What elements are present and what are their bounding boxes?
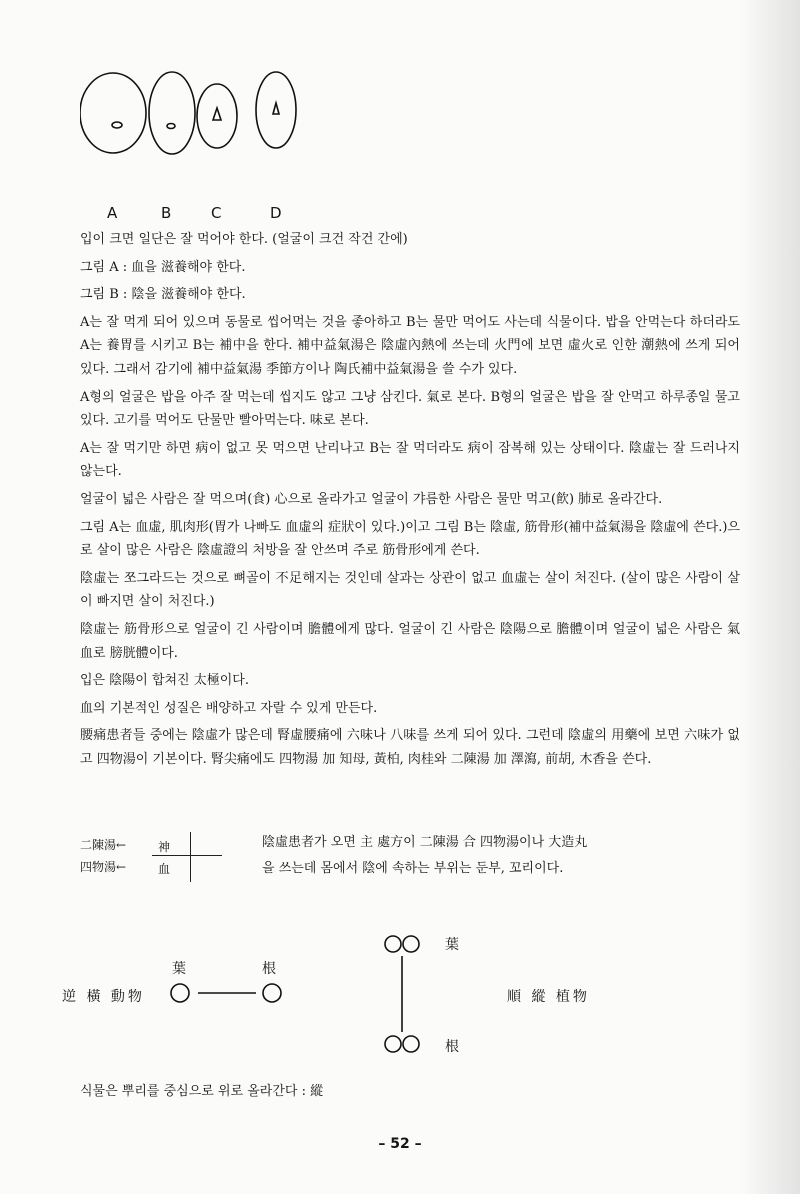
paragraph: A는 잘 먹게 되어 있으며 동물로 씹어먹는 것을 좋아하고 B는 물만 먹어도 사는데 식물이다. 밥을 안먹는다 하더라도 A는 養胃를 시키고 B는 補中을 한다. 補中益氣湯은 陰虛內熱에 쓰는데 火門에 보면 虛火로 인한 潮熱에 쓰게 되어 있다. 그래서 감기에 補中益氣湯 季節方이나 陶氏補中益氣湯을 쓸 수가 있다. xyxy=(80,314,740,377)
face-a-mouth xyxy=(112,122,122,128)
face-d-mouth xyxy=(273,103,279,114)
legend-left-1: 二陳湯← xyxy=(80,838,127,852)
legend-key-1: 神 xyxy=(158,840,171,854)
face-shapes-figure xyxy=(80,70,310,160)
legend-divider-horizontal xyxy=(152,855,222,856)
face-c-outline xyxy=(197,84,237,148)
closing-sentence: 식물은 뿌리를 중심으로 위로 올라간다 : 縱 xyxy=(80,1084,324,1099)
plant-root-circle-2 xyxy=(403,1036,419,1052)
legend-left-2: 四物湯← xyxy=(80,860,127,874)
plant-root-circle-1 xyxy=(385,1036,401,1052)
face-b-outline xyxy=(149,72,195,154)
paragraph: 그림 A : 血을 滋養해야 한다. xyxy=(80,259,246,275)
paragraph: 그림 B : 陰을 滋養해야 한다. xyxy=(80,287,246,303)
legend-description-line-2: 을 쓰는데 몸에서 陰에 속하는 부위는 둔부, 꼬리이다. xyxy=(262,861,564,876)
plant-leaf-label: 葉 xyxy=(445,937,462,953)
paragraph: 陰虛는 筋骨形으로 얼굴이 긴 사람이며 膽體에게 많다. 얼굴이 긴 사람은 陰陽으로 膽體이며 얼굴이 넓은 사람은 氣血로 膀胱體이다. xyxy=(80,621,740,661)
legend-divider-vertical xyxy=(190,832,191,882)
legend-description xyxy=(262,830,587,882)
paragraph: 陰虛는 쪼그라드는 것으로 뼈골이 不足해지는 것인데 살과는 상관이 없고 血虛는 살이 처진다. (살이 많은 사람이 살이 빠지면 살이 처진다.) xyxy=(80,570,740,610)
plant-root-label: 根 xyxy=(445,1039,462,1055)
plant-label: 順 縱 植物 xyxy=(507,989,590,1005)
animal-plant-diagram xyxy=(0,930,800,1060)
paragraph: 腰痛患者들 중에는 陰虛가 많은데 腎虛腰痛에 六味나 八味를 쓰게 되어 있다. 그런데 陰虛의 用藥에 보면 六味가 없고 四物湯이 기본이다. 腎尖痛에도 四物湯 加 知母, 黃柏, 肉桂와 二陳湯 加 澤瀉, 前胡, 木香을 쓴다. xyxy=(80,728,740,767)
face-b-mouth xyxy=(167,124,175,129)
plant-leaf-circle-1 xyxy=(385,936,401,952)
paragraph: 血의 기본적인 성질은 배양하고 자랄 수 있게 만든다. xyxy=(80,700,378,716)
paragraph: A형의 얼굴은 밥을 아주 잘 먹는데 씹지도 않고 그냥 삼킨다. 氣로 본다. B형의 얼굴은 밥을 잘 안먹고 하루종일 물고 있다. 고기를 먹어도 단물만 빨아먹는다. 味로 본다. xyxy=(80,389,740,429)
paragraph: 그림 A는 血虛, 肌肉形(胃가 나빠도 血虛의 症狀이 있다.)이고 그림 B는 陰虛, 筋骨形(補中益氣湯을 陰虛에 쓴다.)으로 살이 많은 사람은 陰虛證의 처방을 잘 안쓰며 주로 筋骨形에게 쓴다. xyxy=(80,519,740,559)
figure-label-c: C xyxy=(211,204,222,222)
paragraph: 입이 크면 일단은 잘 먹어야 한다. (얼굴이 크건 작건 간에) xyxy=(80,232,408,247)
plant-leaf-circle-2 xyxy=(403,936,419,952)
body-text xyxy=(80,228,740,775)
animal-root-label: 根 xyxy=(262,961,279,977)
figure-label-b: B xyxy=(161,204,172,222)
legend-description-line-1: 陰虛患者가 오면 主 處方이 二陳湯 合 四物湯이나 大造丸 xyxy=(262,835,588,850)
animal-leaf-label: 葉 xyxy=(172,961,189,977)
paragraph: A는 잘 먹기만 하면 病이 없고 못 먹으면 난리나고 B는 잘 먹더라도 病이 잠복해 있는 상태이다. 陰虛는 잘 드러나지 않는다. xyxy=(80,440,740,480)
animal-root-circle xyxy=(263,984,281,1002)
legend-key-2: 血 xyxy=(158,862,171,876)
paragraph: 얼굴이 넓은 사람은 잘 먹으며(食) 心으로 올라가고 얼굴이 갸름한 사람은 물만 먹고(飮) 肺로 올라간다. xyxy=(80,491,663,507)
face-c-mouth xyxy=(213,108,221,120)
page-number: – 52 – xyxy=(378,1136,422,1152)
animal-leaf-circle xyxy=(171,984,189,1002)
prescription-legend xyxy=(80,830,740,890)
figure-label-d: D xyxy=(270,204,282,222)
face-d-outline xyxy=(256,72,296,148)
figure-label-a: A xyxy=(107,204,118,222)
animal-label: 逆 橫 動物 xyxy=(62,989,145,1005)
diagram-shapes xyxy=(0,930,800,1060)
paragraph: 입은 陰陽이 합쳐진 太極이다. xyxy=(80,673,249,689)
face-a-outline xyxy=(80,73,146,153)
